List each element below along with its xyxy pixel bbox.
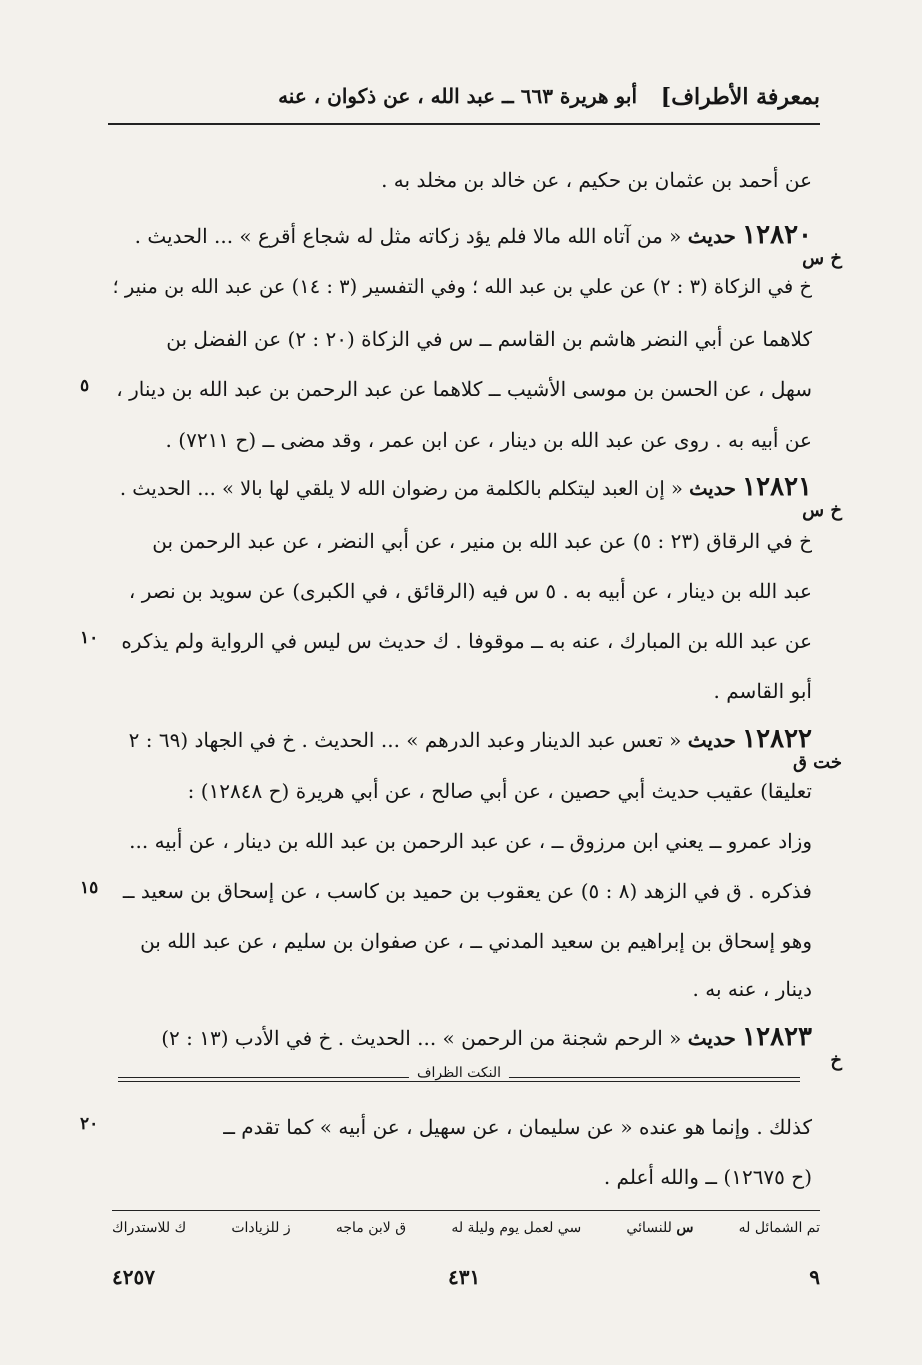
margin-symbol: خ س bbox=[802, 500, 842, 521]
text-line bbox=[112, 1162, 812, 1192]
legend-nasai bbox=[626, 1220, 693, 1236]
margin-symbol: خ bbox=[830, 1050, 842, 1071]
hadith-keyword: حديث bbox=[689, 477, 736, 500]
line-number: ٥ bbox=[80, 376, 90, 396]
text-line bbox=[112, 374, 812, 404]
legend-ibn-majah: ق لابن ماجه bbox=[335, 1220, 407, 1236]
folio-hadith-count: ٤٢٥٧ bbox=[112, 1265, 155, 1289]
header-rule bbox=[108, 123, 820, 125]
hadith-number: ١٢٨٢٢ bbox=[742, 724, 812, 754]
page-number: ٤٣١ bbox=[448, 1265, 481, 1289]
line-text: عن أحمد بن عثمان بن حكيم ، عن خالد بن مخلد به . bbox=[381, 168, 812, 192]
line-text: « تعس عبد الدينار وعبد الدرهم » ... الحديث . خ في الجهاد (٦٩ : ٢ bbox=[128, 728, 682, 752]
footer-rule bbox=[112, 1210, 820, 1211]
line-text: فذكره . ق في الزهد (٨ : ٥) عن يعقوب بن حميد بن كاسب ، عن إسحاق بن سعيد ــ bbox=[122, 879, 812, 903]
line-number: ٢٠ bbox=[80, 1114, 99, 1134]
hadith-keyword: حديث bbox=[687, 224, 736, 248]
hadith-heading-line bbox=[112, 1022, 812, 1053]
margin-symbol: خت ق bbox=[792, 752, 842, 773]
legend-nasai-label: للنسائي bbox=[626, 1220, 672, 1236]
separator-label: النكت الظراف bbox=[409, 1065, 509, 1081]
legend-amal: سي لعمل يوم وليلة له bbox=[451, 1220, 582, 1236]
line-text: دينار ، عنه به . bbox=[692, 977, 812, 1001]
header-book-title: بمعرفة الأطراف] bbox=[660, 84, 820, 110]
text-line bbox=[112, 324, 812, 354]
text-line bbox=[112, 826, 812, 856]
text-line bbox=[112, 974, 812, 1004]
line-number: ١٥ bbox=[80, 878, 99, 898]
line-text: سهل ، عن الحسن بن موسى الأشيب ــ كلاهما عن عبد الرحمن بن عبد الله بن دينار ، bbox=[116, 377, 812, 401]
hadith-number: ١٢٨٢١ bbox=[742, 472, 812, 502]
legend-nasai-symbol: س bbox=[676, 1220, 694, 1236]
text-line bbox=[112, 526, 812, 556]
text-line bbox=[112, 425, 812, 455]
hadith-keyword: حديث bbox=[687, 1026, 736, 1050]
footnote-separator bbox=[118, 1065, 800, 1085]
legend-shamail: تم الشمائل له bbox=[738, 1220, 820, 1236]
line-text: كلاهما عن أبي النضر هاشم بن القاسم ــ س في الزكاة (٢٠ : ٢) عن الفضل بن bbox=[166, 327, 812, 351]
line-number: ١٠ bbox=[80, 628, 99, 648]
line-text: خ في الزكاة (٣ : ٢) عن علي بن عبد الله ؛ وفي التفسير (٣ : ١٤) عن عبد الله بن منير ؛ bbox=[112, 275, 812, 298]
text-line bbox=[112, 876, 812, 906]
line-text: وهو إسحاق بن إبراهيم بن سعيد المدني ــ ، عن صفوان بن سليم ، عن عبد الله بن bbox=[140, 929, 812, 953]
header-running-title: أبو هريرة ٦٦٣ ــ عبد الله ، عن ذكوان ، عنه bbox=[278, 84, 637, 108]
line-text: عن أبيه به . روى عن عبد الله بن دينار ، عن ابن عمر ، وقد مضى ــ (ح ٧٢١١) . bbox=[165, 428, 812, 452]
hadith-heading-line bbox=[112, 724, 812, 755]
hadith-number: ١٢٨٢٣ bbox=[742, 1022, 812, 1052]
text-line bbox=[112, 676, 812, 706]
line-text: عبد الله بن دينار ، عن أبيه به . ٥ س فيه (الرقائق ، في الكبرى) عن سويد بن نصر ، bbox=[128, 579, 812, 603]
line-text: خ في الرقاق (٢٣ : ٥) عن عبد الله بن منير ، عن أبي النضر ، عن عبد الرحمن بن bbox=[152, 529, 812, 553]
text-line bbox=[112, 926, 812, 956]
hadith-heading-line bbox=[112, 472, 812, 504]
line-text: أبو القاسم . bbox=[713, 679, 812, 703]
line-text: تعليقا) عقيب حديث أبي حصين ، عن أبي صالح ، عن أبي هريرة (ح ١٢٨٤٨) : bbox=[187, 779, 812, 803]
legend-ziyadat: ز للزيادات bbox=[231, 1220, 291, 1236]
margin-symbol: خ س bbox=[802, 248, 842, 269]
text-line bbox=[112, 272, 812, 302]
hadith-number: ١٢٨٢٠ bbox=[742, 220, 812, 250]
line-text: كذلك . وإنما هو عنده « عن سليمان ، عن سهيل ، عن أبيه » كما تقدم ــ bbox=[223, 1115, 812, 1139]
text-line bbox=[112, 776, 812, 806]
line-text: « من آتاه الله مالا فلم يؤد زكاته مثل له شجاع أقرع » ... الحديث . bbox=[134, 224, 682, 248]
text-line bbox=[112, 626, 812, 656]
legend-istidrak: ك للاستدراك bbox=[112, 1220, 187, 1236]
line-text: (ح ١٢٦٧٥) ــ والله أعلم . bbox=[603, 1165, 812, 1189]
text-line bbox=[112, 576, 812, 606]
hadith-heading-line bbox=[112, 220, 812, 251]
text-line bbox=[112, 1112, 812, 1142]
abbreviation-legend bbox=[112, 1220, 820, 1236]
line-text: « إن العبد ليتكلم بالكلمة من رضوان الله لا يلقي لها بالا » ... الحديث . bbox=[119, 477, 683, 500]
volume-number: ٩ bbox=[809, 1265, 820, 1289]
hadith-keyword: حديث bbox=[687, 728, 736, 752]
text-line bbox=[112, 165, 812, 195]
line-text: عن عبد الله بن المبارك ، عنه به ــ موقوفا . ك حديث س ليس في الرواية ولم يذكره bbox=[121, 629, 812, 653]
line-text: وزاد عمرو ــ يعني ابن مرزوق ــ ، عن عبد الرحمن بن عبد الله بن دينار ، عن أبيه ... bbox=[129, 829, 812, 853]
line-text: « الرحم شجنة من الرحمن » ... الحديث . خ في الأدب (١٣ : ٢) bbox=[161, 1026, 682, 1050]
